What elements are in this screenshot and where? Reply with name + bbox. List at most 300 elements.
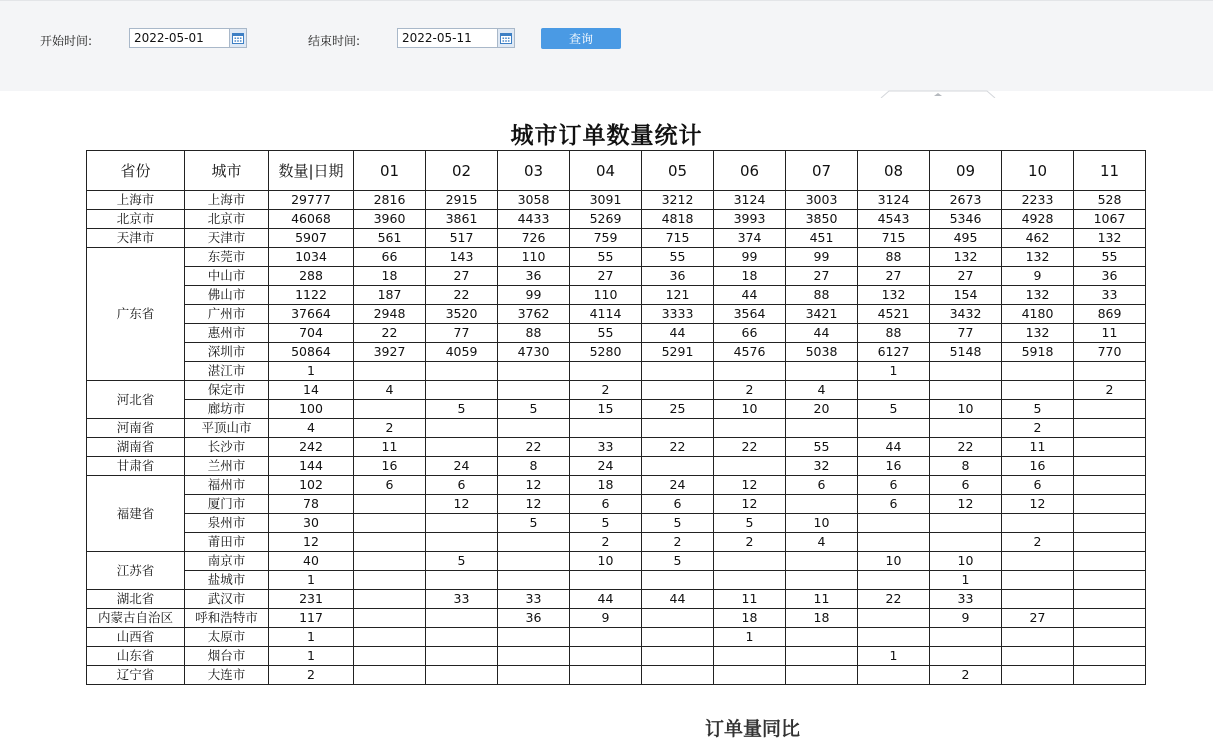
table-row bbox=[87, 533, 1146, 552]
day-count-cell: 27 bbox=[786, 267, 858, 286]
day-count-cell bbox=[1002, 381, 1074, 400]
column-header: 11 bbox=[1074, 151, 1146, 191]
day-count-cell bbox=[930, 647, 1002, 666]
day-count-cell: 55 bbox=[570, 248, 642, 267]
start-time-label: 开始时间: bbox=[40, 34, 93, 48]
day-count-cell bbox=[570, 571, 642, 590]
day-count-cell: 22 bbox=[714, 438, 786, 457]
day-count-cell bbox=[570, 362, 642, 381]
day-count-cell: 1 bbox=[714, 628, 786, 647]
day-count-cell bbox=[1074, 457, 1146, 476]
table-row bbox=[87, 609, 1146, 628]
day-count-cell: 132 bbox=[930, 248, 1002, 267]
day-count-cell bbox=[642, 666, 714, 685]
day-count-cell: 132 bbox=[858, 286, 930, 305]
day-count-cell: 528 bbox=[1074, 191, 1146, 210]
table-row bbox=[87, 647, 1146, 666]
day-count-cell: 1 bbox=[930, 571, 1002, 590]
day-count-cell: 5 bbox=[642, 552, 714, 571]
province-cell: 河北省 bbox=[87, 381, 185, 419]
day-count-cell bbox=[642, 381, 714, 400]
day-count-cell bbox=[426, 419, 498, 438]
day-count-cell: 3762 bbox=[498, 305, 570, 324]
day-count-cell: 715 bbox=[858, 229, 930, 248]
day-count-cell bbox=[858, 419, 930, 438]
day-count-cell bbox=[1002, 666, 1074, 685]
day-count-cell: 5 bbox=[426, 552, 498, 571]
day-count-cell: 2915 bbox=[426, 191, 498, 210]
day-count-cell bbox=[354, 666, 426, 685]
day-count-cell: 99 bbox=[714, 248, 786, 267]
total-cell: 78 bbox=[269, 495, 354, 514]
day-count-cell: 22 bbox=[354, 324, 426, 343]
city-cell: 中山市 bbox=[185, 267, 269, 286]
city-cell: 深圳市 bbox=[185, 343, 269, 362]
province-cell: 湖南省 bbox=[87, 438, 185, 457]
day-count-cell bbox=[714, 647, 786, 666]
day-count-cell: 3421 bbox=[786, 305, 858, 324]
day-count-cell: 22 bbox=[858, 590, 930, 609]
day-count-cell: 132 bbox=[1002, 286, 1074, 305]
day-count-cell: 5 bbox=[426, 400, 498, 419]
day-count-cell: 22 bbox=[642, 438, 714, 457]
day-count-cell: 11 bbox=[354, 438, 426, 457]
table-row bbox=[87, 324, 1146, 343]
day-count-cell: 66 bbox=[714, 324, 786, 343]
day-count-cell bbox=[354, 495, 426, 514]
total-cell: 5907 bbox=[269, 229, 354, 248]
day-count-cell bbox=[1074, 552, 1146, 571]
city-cell: 惠州市 bbox=[185, 324, 269, 343]
city-cell: 长沙市 bbox=[185, 438, 269, 457]
city-cell: 南京市 bbox=[185, 552, 269, 571]
table-header-row bbox=[87, 151, 1146, 191]
day-count-cell: 4114 bbox=[570, 305, 642, 324]
day-count-cell: 22 bbox=[426, 286, 498, 305]
day-count-cell bbox=[714, 552, 786, 571]
column-header: 城市 bbox=[185, 151, 269, 191]
total-cell: 12 bbox=[269, 533, 354, 552]
day-count-cell: 16 bbox=[858, 457, 930, 476]
day-count-cell bbox=[426, 628, 498, 647]
collapse-up-icon[interactable] bbox=[880, 83, 996, 91]
day-count-cell bbox=[930, 628, 1002, 647]
end-date-input[interactable]: 2022-05-11 bbox=[397, 28, 498, 48]
day-count-cell bbox=[426, 666, 498, 685]
day-count-cell: 6127 bbox=[858, 343, 930, 362]
calendar-icon[interactable] bbox=[497, 28, 515, 48]
day-count-cell: 33 bbox=[930, 590, 1002, 609]
day-count-cell bbox=[498, 647, 570, 666]
query-button[interactable]: 查询 bbox=[541, 28, 621, 49]
day-count-cell: 726 bbox=[498, 229, 570, 248]
day-count-cell bbox=[354, 647, 426, 666]
province-cell: 内蒙古自治区 bbox=[87, 609, 185, 628]
day-count-cell: 3124 bbox=[858, 191, 930, 210]
day-count-cell: 3960 bbox=[354, 210, 426, 229]
day-count-cell: 3927 bbox=[354, 343, 426, 362]
table-row bbox=[87, 362, 1146, 381]
column-header: 省份 bbox=[87, 151, 185, 191]
province-cell: 辽宁省 bbox=[87, 666, 185, 685]
day-count-cell bbox=[426, 533, 498, 552]
day-count-cell bbox=[354, 400, 426, 419]
day-count-cell: 12 bbox=[714, 476, 786, 495]
day-count-cell: 4180 bbox=[1002, 305, 1074, 324]
day-count-cell: 9 bbox=[1002, 267, 1074, 286]
day-count-cell bbox=[642, 362, 714, 381]
day-count-cell: 18 bbox=[714, 267, 786, 286]
day-count-cell: 2673 bbox=[930, 191, 1002, 210]
day-count-cell: 32 bbox=[786, 457, 858, 476]
total-cell: 1 bbox=[269, 571, 354, 590]
end-time-label: 结束时间: bbox=[308, 34, 361, 48]
total-cell: 1034 bbox=[269, 248, 354, 267]
day-count-cell bbox=[1074, 514, 1146, 533]
day-count-cell: 5 bbox=[570, 514, 642, 533]
day-count-cell: 88 bbox=[498, 324, 570, 343]
day-count-cell: 3520 bbox=[426, 305, 498, 324]
day-count-cell bbox=[354, 609, 426, 628]
day-count-cell bbox=[354, 590, 426, 609]
column-header: 04 bbox=[570, 151, 642, 191]
day-count-cell bbox=[786, 666, 858, 685]
day-count-cell bbox=[642, 419, 714, 438]
day-count-cell: 8 bbox=[930, 457, 1002, 476]
day-count-cell: 11 bbox=[714, 590, 786, 609]
day-count-cell: 5 bbox=[1002, 400, 1074, 419]
day-count-cell bbox=[714, 362, 786, 381]
day-count-cell bbox=[858, 533, 930, 552]
day-count-cell bbox=[1074, 419, 1146, 438]
day-count-cell: 5291 bbox=[642, 343, 714, 362]
day-count-cell: 27 bbox=[930, 267, 1002, 286]
day-count-cell: 36 bbox=[1074, 267, 1146, 286]
day-count-cell: 44 bbox=[786, 324, 858, 343]
day-count-cell: 77 bbox=[426, 324, 498, 343]
city-cell: 湛江市 bbox=[185, 362, 269, 381]
day-count-cell bbox=[858, 628, 930, 647]
day-count-cell: 4 bbox=[786, 533, 858, 552]
day-count-cell: 27 bbox=[1002, 609, 1074, 628]
day-count-cell: 6 bbox=[354, 476, 426, 495]
day-count-cell: 18 bbox=[786, 609, 858, 628]
day-count-cell: 5148 bbox=[930, 343, 1002, 362]
province-cell: 山东省 bbox=[87, 647, 185, 666]
day-count-cell: 44 bbox=[858, 438, 930, 457]
day-count-cell: 132 bbox=[1002, 324, 1074, 343]
total-cell: 288 bbox=[269, 267, 354, 286]
day-count-cell: 5280 bbox=[570, 343, 642, 362]
province-cell: 甘肃省 bbox=[87, 457, 185, 476]
city-cell: 大连市 bbox=[185, 666, 269, 685]
day-count-cell: 3058 bbox=[498, 191, 570, 210]
day-count-cell: 10 bbox=[930, 400, 1002, 419]
table-body bbox=[87, 191, 1146, 685]
day-count-cell: 36 bbox=[498, 609, 570, 628]
column-header: 09 bbox=[930, 151, 1002, 191]
day-count-cell: 2 bbox=[570, 381, 642, 400]
day-count-cell: 44 bbox=[714, 286, 786, 305]
table-row bbox=[87, 191, 1146, 210]
day-count-cell bbox=[498, 381, 570, 400]
day-count-cell: 10 bbox=[930, 552, 1002, 571]
day-count-cell: 143 bbox=[426, 248, 498, 267]
day-count-cell bbox=[1074, 400, 1146, 419]
city-cell: 泉州市 bbox=[185, 514, 269, 533]
day-count-cell: 3861 bbox=[426, 210, 498, 229]
day-count-cell: 2 bbox=[570, 533, 642, 552]
day-count-cell: 25 bbox=[642, 400, 714, 419]
day-count-cell: 462 bbox=[1002, 229, 1074, 248]
day-count-cell: 10 bbox=[786, 514, 858, 533]
day-count-cell: 10 bbox=[714, 400, 786, 419]
day-count-cell: 6 bbox=[570, 495, 642, 514]
table-row bbox=[87, 419, 1146, 438]
day-count-cell: 5 bbox=[642, 514, 714, 533]
day-count-cell: 3003 bbox=[786, 191, 858, 210]
day-count-cell: 869 bbox=[1074, 305, 1146, 324]
total-cell: 4 bbox=[269, 419, 354, 438]
day-count-cell: 1 bbox=[858, 362, 930, 381]
day-count-cell: 88 bbox=[786, 286, 858, 305]
day-count-cell bbox=[642, 628, 714, 647]
day-count-cell: 6 bbox=[786, 476, 858, 495]
total-cell: 30 bbox=[269, 514, 354, 533]
day-count-cell: 55 bbox=[570, 324, 642, 343]
day-count-cell: 770 bbox=[1074, 343, 1146, 362]
day-count-cell bbox=[426, 514, 498, 533]
total-cell: 50864 bbox=[269, 343, 354, 362]
province-cell: 北京市 bbox=[87, 210, 185, 229]
city-cell: 天津市 bbox=[185, 229, 269, 248]
day-count-cell: 110 bbox=[570, 286, 642, 305]
total-cell: 1122 bbox=[269, 286, 354, 305]
day-count-cell: 24 bbox=[642, 476, 714, 495]
day-count-cell: 2233 bbox=[1002, 191, 1074, 210]
day-count-cell: 55 bbox=[786, 438, 858, 457]
day-count-cell: 2 bbox=[642, 533, 714, 552]
day-count-cell bbox=[714, 457, 786, 476]
table-row bbox=[87, 267, 1146, 286]
day-count-cell bbox=[714, 419, 786, 438]
total-cell: 2 bbox=[269, 666, 354, 685]
day-count-cell bbox=[498, 628, 570, 647]
day-count-cell bbox=[930, 533, 1002, 552]
day-count-cell: 2 bbox=[714, 533, 786, 552]
province-cell: 江苏省 bbox=[87, 552, 185, 590]
total-cell: 37664 bbox=[269, 305, 354, 324]
day-count-cell: 110 bbox=[498, 248, 570, 267]
day-count-cell: 187 bbox=[354, 286, 426, 305]
day-count-cell bbox=[426, 362, 498, 381]
day-count-cell: 374 bbox=[714, 229, 786, 248]
day-count-cell: 1 bbox=[858, 647, 930, 666]
province-cell: 河南省 bbox=[87, 419, 185, 438]
city-cell: 广州市 bbox=[185, 305, 269, 324]
day-count-cell bbox=[786, 495, 858, 514]
column-header: 10 bbox=[1002, 151, 1074, 191]
day-count-cell: 6 bbox=[1002, 476, 1074, 495]
day-count-cell bbox=[858, 666, 930, 685]
day-count-cell: 5269 bbox=[570, 210, 642, 229]
day-count-cell bbox=[1002, 362, 1074, 381]
day-count-cell: 20 bbox=[786, 400, 858, 419]
city-cell: 平顶山市 bbox=[185, 419, 269, 438]
day-count-cell: 8 bbox=[498, 457, 570, 476]
day-count-cell bbox=[354, 514, 426, 533]
total-cell: 102 bbox=[269, 476, 354, 495]
day-count-cell: 759 bbox=[570, 229, 642, 248]
day-count-cell bbox=[786, 628, 858, 647]
day-count-cell bbox=[858, 609, 930, 628]
table-row bbox=[87, 590, 1146, 609]
day-count-cell: 36 bbox=[642, 267, 714, 286]
day-count-cell: 5918 bbox=[1002, 343, 1074, 362]
day-count-cell: 6 bbox=[858, 476, 930, 495]
day-count-cell bbox=[786, 647, 858, 666]
day-count-cell: 1067 bbox=[1074, 210, 1146, 229]
table-row bbox=[87, 476, 1146, 495]
day-count-cell bbox=[570, 647, 642, 666]
day-count-cell bbox=[1074, 647, 1146, 666]
day-count-cell: 16 bbox=[1002, 457, 1074, 476]
day-count-cell: 11 bbox=[1002, 438, 1074, 457]
day-count-cell bbox=[354, 362, 426, 381]
day-count-cell bbox=[498, 362, 570, 381]
day-count-cell bbox=[1002, 571, 1074, 590]
day-count-cell: 3993 bbox=[714, 210, 786, 229]
city-cell: 厦门市 bbox=[185, 495, 269, 514]
table-row bbox=[87, 286, 1146, 305]
day-count-cell: 18 bbox=[570, 476, 642, 495]
day-count-cell: 6 bbox=[858, 495, 930, 514]
day-count-cell bbox=[498, 571, 570, 590]
day-count-cell: 154 bbox=[930, 286, 1002, 305]
column-header: 08 bbox=[858, 151, 930, 191]
day-count-cell bbox=[354, 628, 426, 647]
day-count-cell bbox=[858, 571, 930, 590]
day-count-cell: 5 bbox=[498, 514, 570, 533]
city-cell: 太原市 bbox=[185, 628, 269, 647]
day-count-cell: 4928 bbox=[1002, 210, 1074, 229]
day-count-cell: 27 bbox=[570, 267, 642, 286]
day-count-cell bbox=[570, 628, 642, 647]
day-count-cell: 517 bbox=[426, 229, 498, 248]
day-count-cell: 6 bbox=[642, 495, 714, 514]
day-count-cell: 12 bbox=[1002, 495, 1074, 514]
column-header: 07 bbox=[786, 151, 858, 191]
day-count-cell bbox=[1074, 362, 1146, 381]
yoy-section-title: 订单量同比 bbox=[705, 718, 801, 740]
city-cell: 兰州市 bbox=[185, 457, 269, 476]
day-count-cell: 24 bbox=[570, 457, 642, 476]
day-count-cell: 36 bbox=[498, 267, 570, 286]
day-count-cell: 44 bbox=[642, 590, 714, 609]
day-count-cell: 3850 bbox=[786, 210, 858, 229]
day-count-cell bbox=[1074, 438, 1146, 457]
day-count-cell bbox=[498, 666, 570, 685]
day-count-cell: 715 bbox=[642, 229, 714, 248]
day-count-cell bbox=[858, 514, 930, 533]
day-count-cell bbox=[1002, 628, 1074, 647]
city-cell: 烟台市 bbox=[185, 647, 269, 666]
day-count-cell bbox=[426, 571, 498, 590]
table-row bbox=[87, 343, 1146, 362]
report-title: 城市订单数量统计 bbox=[510, 123, 703, 149]
day-count-cell: 27 bbox=[858, 267, 930, 286]
day-count-cell: 88 bbox=[858, 248, 930, 267]
table-row bbox=[87, 457, 1146, 476]
day-count-cell: 55 bbox=[1074, 248, 1146, 267]
table-row bbox=[87, 400, 1146, 419]
day-count-cell: 3091 bbox=[570, 191, 642, 210]
day-count-cell bbox=[426, 381, 498, 400]
column-header: 03 bbox=[498, 151, 570, 191]
day-count-cell: 4730 bbox=[498, 343, 570, 362]
table-row bbox=[87, 248, 1146, 267]
day-count-cell: 451 bbox=[786, 229, 858, 248]
day-count-cell: 33 bbox=[426, 590, 498, 609]
day-count-cell bbox=[570, 419, 642, 438]
column-header: 数量|日期 bbox=[269, 151, 354, 191]
day-count-cell: 2 bbox=[714, 381, 786, 400]
day-count-cell: 27 bbox=[426, 267, 498, 286]
total-cell: 29777 bbox=[269, 191, 354, 210]
total-cell: 144 bbox=[269, 457, 354, 476]
day-count-cell: 55 bbox=[642, 248, 714, 267]
day-count-cell: 132 bbox=[1002, 248, 1074, 267]
calendar-icon[interactable] bbox=[229, 28, 247, 48]
day-count-cell bbox=[1002, 647, 1074, 666]
day-count-cell bbox=[1002, 514, 1074, 533]
province-cell: 天津市 bbox=[87, 229, 185, 248]
day-count-cell: 5 bbox=[498, 400, 570, 419]
day-count-cell: 2816 bbox=[354, 191, 426, 210]
city-cell: 保定市 bbox=[185, 381, 269, 400]
day-count-cell: 12 bbox=[930, 495, 1002, 514]
day-count-cell bbox=[354, 571, 426, 590]
day-count-cell: 99 bbox=[498, 286, 570, 305]
day-count-cell: 44 bbox=[570, 590, 642, 609]
day-count-cell bbox=[498, 533, 570, 552]
total-cell: 100 bbox=[269, 400, 354, 419]
day-count-cell: 6 bbox=[930, 476, 1002, 495]
day-count-cell: 11 bbox=[1074, 324, 1146, 343]
day-count-cell: 3212 bbox=[642, 191, 714, 210]
day-count-cell: 99 bbox=[786, 248, 858, 267]
day-count-cell: 3564 bbox=[714, 305, 786, 324]
day-count-cell: 24 bbox=[426, 457, 498, 476]
day-count-cell bbox=[1074, 495, 1146, 514]
day-count-cell bbox=[642, 647, 714, 666]
start-date-input[interactable]: 2022-05-01 bbox=[129, 28, 230, 48]
total-cell: 14 bbox=[269, 381, 354, 400]
total-cell: 1 bbox=[269, 628, 354, 647]
day-count-cell: 12 bbox=[498, 476, 570, 495]
day-count-cell: 12 bbox=[426, 495, 498, 514]
day-count-cell: 2948 bbox=[354, 305, 426, 324]
table-row bbox=[87, 210, 1146, 229]
city-cell: 东莞市 bbox=[185, 248, 269, 267]
day-count-cell bbox=[426, 438, 498, 457]
day-count-cell bbox=[354, 552, 426, 571]
total-cell: 1 bbox=[269, 647, 354, 666]
province-cell: 上海市 bbox=[87, 191, 185, 210]
day-count-cell: 4 bbox=[786, 381, 858, 400]
table-row bbox=[87, 666, 1146, 685]
day-count-cell: 2 bbox=[930, 666, 1002, 685]
